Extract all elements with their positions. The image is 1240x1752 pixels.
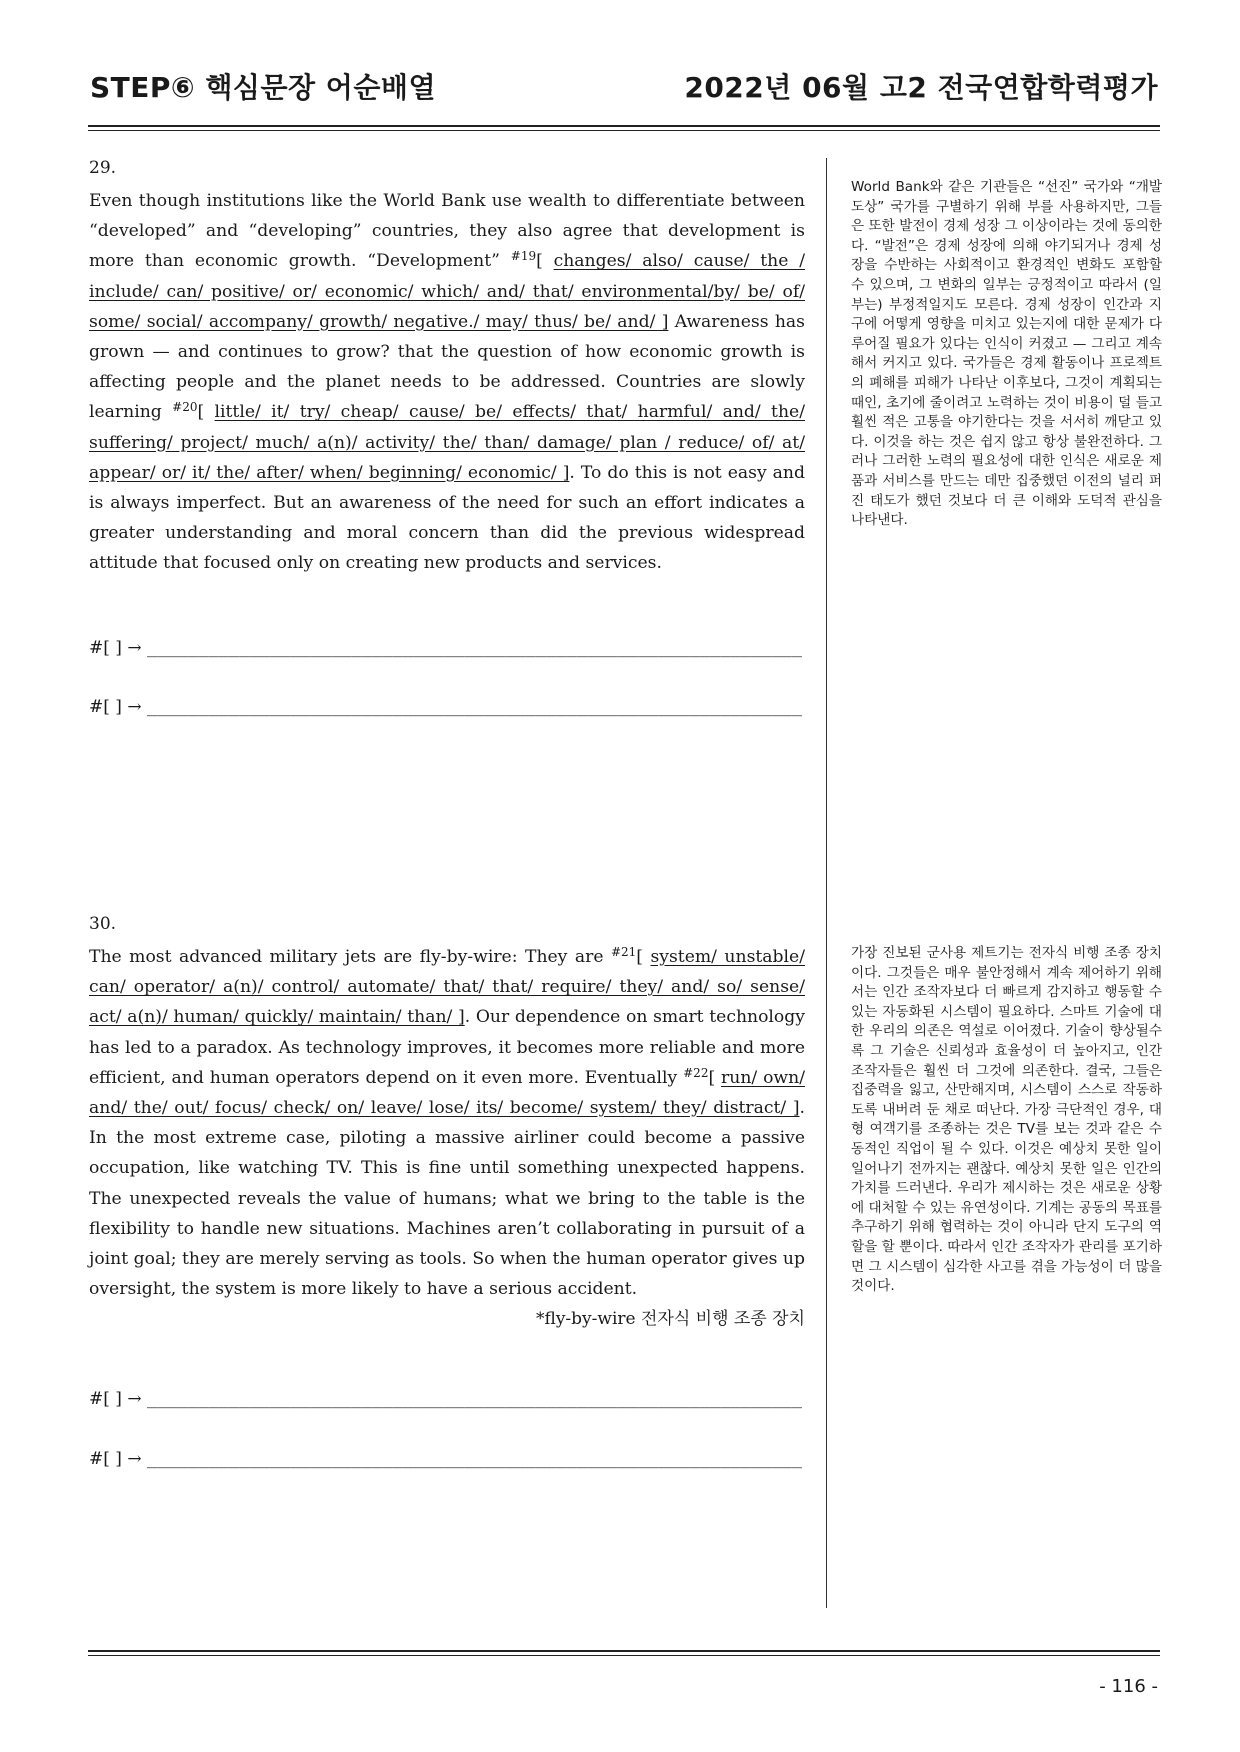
- scrambled-words-22: run/ own/ and/ the/ out/ focus/ check/ on/ leave/ lose/ its/ become/ system/ they/ distract/ ]: [89, 1067, 805, 1119]
- header-rule-thin: [88, 130, 1160, 131]
- header-rule-thick: [88, 125, 1160, 127]
- translation-29: World Bank와 같은 기관들은 “선진” 국가와 “개발도상” 국가를 구별하기 위해 부를 사용하지만, 그들은 또한 발전이 경제 성장 그 이상이라는 것에 동의한다. “발전”은 경제 성장에 의해 야기되거나 경제 성장을 수반하는 사회적이고 환경적인 변화도 포함할 수 있으며, 그 변화의 일부는 긍정적이고 따라서 (일부는) 부정적일지도 모른다. 경제 성장이 인간과 지구에 어떻게 영향을 미치고 있는지에 대한 문제가 다루어질 필요가 있다는 인식이 커졌고 — 그리고 계속해서 커지고 있다. 국가들은 경제 활동이나 프로젝트의 폐해를 피해가 나타난 이후보다, 그것이 계획되는 때인, 초기에 줄이려고 노력하는 것이 비용이 덜 들고 훨씬 적은 고통을 야기한다는 것을 서서히 깨닫고 있다. 이것을 하는 것은 쉽지 않고 항상 불완전하다. 그러나 그러한 노력의 필요성에 대한 인식은 새로운 제품과 서비스를 만드는 데만 집중했던 이전의 널리 퍼진 태도가 했던 것보다 더 큰 이해와 도덕적 관심을 나타낸다.: [851, 179, 1162, 529]
- exam-title: 2022년 06월 고2 전국연합학력평가: [684, 71, 1158, 104]
- passage-text: The most advanced military jets are fly-by-wire: They are: [89, 947, 611, 967]
- question-29: [89, 158, 805, 579]
- footnote: *fly-by-wire 전자식 비행 조종 장치: [535, 1309, 805, 1330]
- passage-29: [89, 186, 805, 579]
- passage-text: . In the most extreme case, piloting a massive airliner could become a passive occupation, like watching TV. This is fine until something unexpected happens. The unexpected reveals the value of humans; what we bring to the table is the flexibility to handle new situations. Machines aren’t collaborating in pursuit of a joint goal; they are merely serving as tools. So when the human operator gives up oversight, the system is more likely to have a serious accident.: [89, 1098, 805, 1300]
- translation-30: 가장 진보된 군사용 제트기는 전자식 비행 조종 장치이다. 그것들은 매우 불안정해서 계속 제어하기 위해서는 인간 조작자보다 더 빠르게 감지하고 행동할 수 있는 자동화된 시스템이 필요하다. 스마트 기술에 대한 우리의 의존은 역설로 이어졌다. 기술이 향상될수록 그 기술은 신뢰성과 효율성이 더 높아지고, 인간 조작자들은 훨씬 더 그것에 의존한다. 결국, 그들은 집중력을 잃고, 산만해지며, 시스템이 스스로 작동하도록 내버려 둔 채로 떠난다. 가장 극단적인 경우, 대형 여객기를 조종하는 것은 TV를 보는 것과 같은 수동적인 직업이 될 수 있다. 이것은 예상치 못한 일이 일어나기 전까지는 괜찮다. 예상치 못한 일은 인간의 가치를 드러낸다. 우리가 제시하는 것은 새로운 상황에 대처할 수 있는 유연성이다. 기계는 공동의 목표를 추구하기 위해 협력하는 것이 아니라 단지 도구의 역할을 할 뿐이다. 따라서 인간 조작자가 관리를 포기하면 그 시스템이 심각한 사고를 겪을 가능성이 더 많을 것이다.: [851, 945, 1162, 1295]
- scrambled-words-19: changes/ also/ cause/ the / include/ can/ positive/ or/ economic/ which/ and/ that/ environmental/by/ be/ of/ some/ social/ accompany/ growth/ negative./ may/ thus/ be/ and/ ]: [89, 251, 805, 332]
- answer-label: #[ ] →: [89, 697, 147, 717]
- answer-line-29b[interactable]: [89, 697, 802, 717]
- step-title: STEP⑥ 핵심문장 어순배열: [90, 71, 437, 104]
- answer-blank: ________________________________________________________________: [146, 1389, 802, 1409]
- answer-label: #[ ] →: [89, 1389, 147, 1409]
- question-number: 29.: [89, 158, 117, 178]
- footer-rule-thick: [88, 1650, 1160, 1652]
- page-header: [90, 58, 1158, 108]
- scrambled-words-21: system/ unstable/ can/ operator/ a(n)/ control/ automate/ that/ that/ require/ they/ and/ so/ sense/ act/ a(n)/ human/ quickly/ maintain/ than/ ]: [89, 947, 806, 1028]
- answer-blank: ________________________________________________________________: [146, 638, 802, 658]
- answer-label: #[ ] →: [89, 638, 147, 658]
- passage-text: . Our dependence on smart technology has led to a paradox. As technology improves, it becomes more reliable and more efficient, and human operators depend on it even more. Eventually: [89, 1007, 805, 1088]
- answer-label: #[ ] →: [89, 1449, 147, 1469]
- bracket-open: [: [197, 402, 215, 423]
- passage-text: . To do this is not easy and is always imperfect. But an awareness of the need for such an effort indicates a greater understanding and moral concern than did the previous widespread attitude that focused only on creating new products and services.: [89, 462, 805, 574]
- answer-line-29a[interactable]: [89, 638, 802, 658]
- answer-line-30a[interactable]: [89, 1389, 802, 1409]
- item-marker-20: #20: [172, 400, 198, 415]
- footer-rule-thin: [88, 1655, 1160, 1656]
- bracket-open: [: [636, 947, 651, 967]
- bracket-open: [: [708, 1067, 722, 1088]
- column-divider: [826, 158, 827, 1608]
- answer-blank: ________________________________________________________________: [146, 697, 802, 717]
- page-number: - 116 -: [1099, 1676, 1158, 1697]
- question-number: 30.: [89, 914, 117, 934]
- passage-text: Awareness has grown — and continues to grow? that the question of how economic growth is affecting people and the planet needs to be addressed. Countries are slowly learning: [89, 311, 805, 423]
- scrambled-words-20: little/ it/ try/ cheap/ cause/ be/ effects/ that/ harmful/ and/ the/ suffering/ project/ much/ a(n)/ activity/ the/ than/ damage/ plan / reduce/ of/ at/ appear/ or/ it/ the/ after/ when/ beginning/ economic/ ]: [89, 402, 805, 483]
- answer-line-30b[interactable]: [89, 1449, 802, 1469]
- bracket-open: [: [536, 251, 554, 272]
- item-marker-21: #21: [610, 945, 637, 959]
- passage-text: Even though institutions like the World Bank use wealth to differentiate between “developed” and “developing” countries, they also agree that development is more than economic growth. “Development”: [89, 191, 805, 272]
- question-30: [89, 914, 805, 1334]
- item-marker-19: #19: [510, 249, 537, 264]
- answer-blank: ________________________________________________________________: [146, 1449, 802, 1469]
- item-marker-22: #22: [683, 1065, 709, 1080]
- passage-30: [89, 942, 805, 1304]
